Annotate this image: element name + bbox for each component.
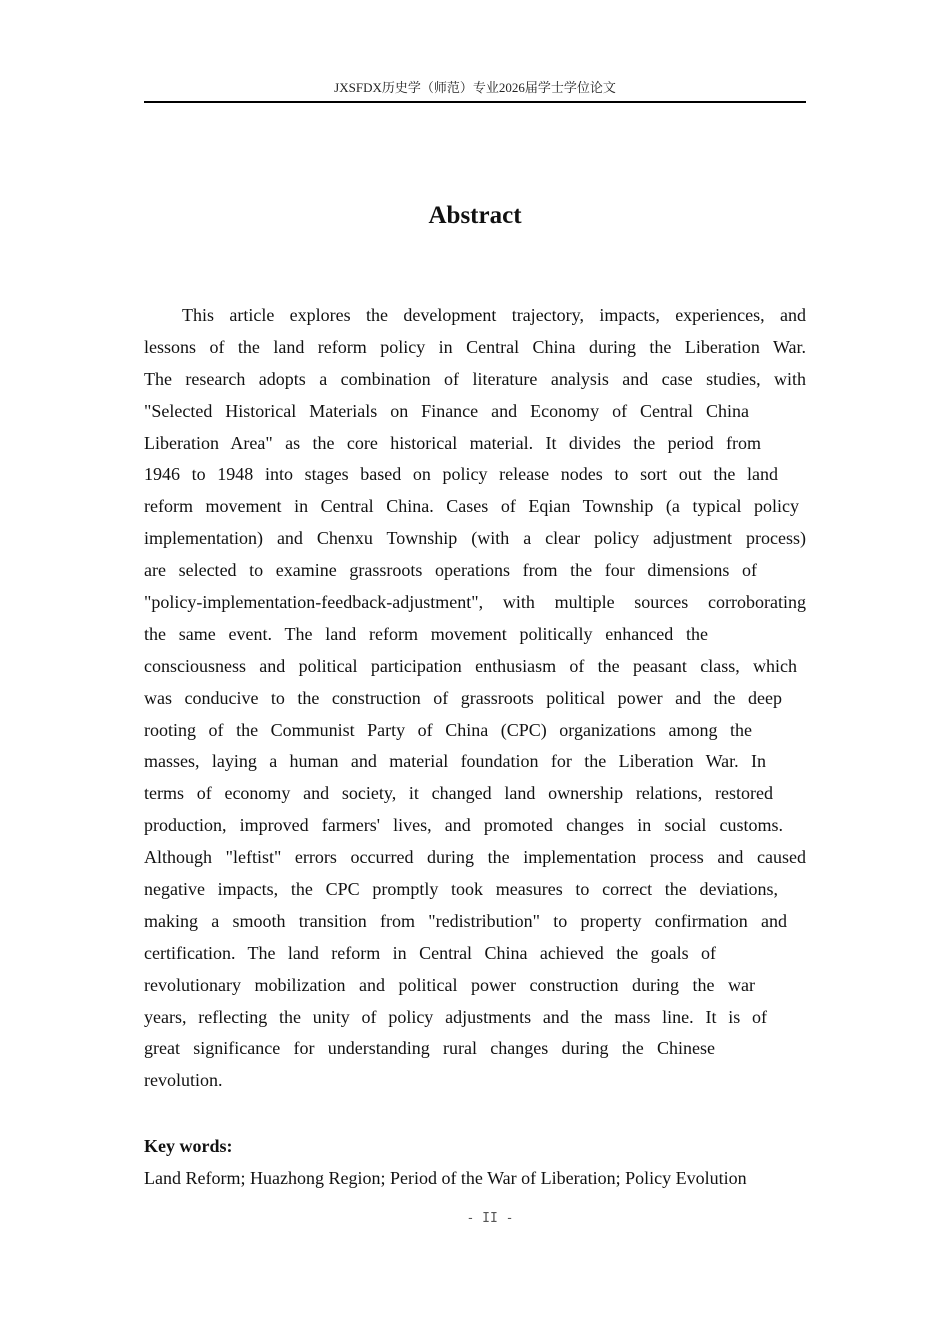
abstract-line: was conducive to the construction of grassroots political power and the deep <box>144 687 782 708</box>
abstract-line: reform movement in Central China. Cases of Eqian Township (a typical policy <box>144 496 799 517</box>
running-header-text: JXSFDX历史学（师范）专业2026届学士学位论文 <box>334 80 616 95</box>
page-number: - II - <box>466 1211 514 1226</box>
abstract-line: Liberation Area" as the core historical material. It divides the period from <box>144 432 761 453</box>
abstract-line: years, reflecting the unity of policy adjustments and the mass line. It is of <box>144 1006 767 1027</box>
abstract-line: lessons of the land reform policy in Central China during the Liberation War. <box>144 336 806 357</box>
abstract-line: are selected to examine grassroots operations from the four dimensions of <box>144 560 757 581</box>
abstract-line: terms of economy and society, it changed land ownership relations, restored <box>144 783 773 804</box>
running-header <box>144 79 806 103</box>
abstract-line: implementation) and Chenxu Township (with a clear policy adjustment process) <box>144 528 806 549</box>
abstract-line: "policy-implementation-feedback-adjustment", with multiple sources corroborating <box>144 592 806 613</box>
abstract-line: consciousness and political participation enthusiasm of the peasant class, which <box>144 655 797 676</box>
abstract-line: great significance for understanding rural changes during the Chinese <box>144 1038 715 1059</box>
keywords-text: Land Reform; Huazhong Region; Period of the War of Liberation; Policy Evolution <box>144 1168 747 1188</box>
keywords-heading: Key words: <box>144 1136 233 1156</box>
abstract-line: This article explores the development trajectory, impacts, experiences, and <box>182 305 806 325</box>
abstract-line: "Selected Historical Materials on Finance and Economy of Central China <box>144 400 749 421</box>
abstract-line: Although "leftist" errors occurred during the implementation process and caused <box>144 847 806 868</box>
abstract-line: making a smooth transition from "redistribution" to property confirmation and <box>144 910 787 931</box>
abstract-line: production, improved farmers' lives, and promoted changes in social customs. <box>144 815 783 836</box>
abstract-line: negative impacts, the CPC promptly took measures to correct the deviations, <box>144 879 778 900</box>
abstract-line: 1946 to 1948 into stages based on policy release nodes to sort out the land <box>144 464 778 485</box>
abstract-line: The research adopts a combination of literature analysis and case studies, with <box>144 368 806 389</box>
abstract-title: Abstract <box>428 202 522 229</box>
abstract-line: revolution. <box>144 1070 223 1091</box>
abstract-line: masses, laying a human and material foundation for the Liberation War. In <box>144 751 766 772</box>
abstract-line: certification. The land reform in Central China achieved the goals of <box>144 942 716 963</box>
abstract-line: rooting of the Communist Party of China (CPC) organizations among the <box>144 719 752 740</box>
abstract-line: the same event. The land reform movement politically enhanced the <box>144 623 708 644</box>
abstract-body <box>144 300 806 1097</box>
abstract-line: revolutionary mobilization and political power construction during the war <box>144 974 755 995</box>
